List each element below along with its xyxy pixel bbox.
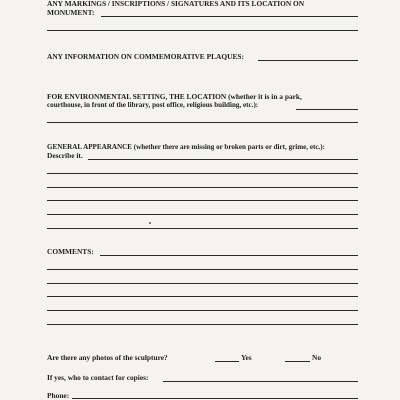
photos-no-label: No (312, 353, 322, 362)
appearance-question-line2: Describe it. (47, 151, 83, 160)
setting-question-line2: courthouse, in front of the library, post office, religious building, etc.): (47, 101, 259, 109)
scan-speck (149, 222, 151, 224)
setting-answer-line[interactable] (47, 122, 358, 123)
comments-answer-line[interactable] (47, 296, 358, 297)
appearance-answer-line[interactable] (88, 159, 358, 160)
setting-question-line1: FOR ENVIRONMENTAL SETTING, THE LOCATION (whether it is in a park, (47, 92, 302, 101)
markings-answer-line[interactable] (101, 16, 358, 17)
comments-answer-line[interactable] (100, 255, 358, 256)
markings-question-line2: MONUMENT: (47, 8, 95, 17)
appearance-answer-line[interactable] (47, 200, 358, 201)
phone-label: Phone: (47, 391, 70, 400)
appearance-answer-line[interactable] (47, 214, 358, 215)
phone-answer-line[interactable] (72, 398, 358, 399)
comments-label: COMMENTS: (47, 247, 94, 256)
comments-answer-line[interactable] (47, 269, 358, 270)
photos-question: Are there any photos of the sculpture? (47, 353, 168, 362)
contact-answer-line[interactable] (163, 381, 358, 382)
appearance-answer-line[interactable] (47, 228, 358, 229)
appearance-answer-line[interactable] (47, 187, 358, 188)
contact-label: If yes, who to contact for copies: (47, 373, 149, 382)
plaques-question: ANY INFORMATION ON COMMEMORATIVE PLAQUES: (47, 52, 244, 61)
setting-answer-line[interactable] (296, 109, 358, 110)
photos-no-blank[interactable] (285, 361, 310, 362)
comments-answer-line[interactable] (47, 324, 358, 325)
plaques-answer-line[interactable] (258, 60, 358, 61)
comments-answer-line[interactable] (47, 283, 358, 284)
markings-question-line1: ANY MARKINGS / INSCRIPTIONS / SIGNATURES AND ITS LOCATION ON (47, 0, 305, 8)
appearance-question-line1: GENERAL APPEARANCE (whether there are missing or broken parts or dirt, grime, etc.): (47, 143, 326, 151)
appearance-answer-line[interactable] (47, 173, 358, 174)
comments-answer-line[interactable] (47, 310, 358, 311)
photos-yes-label: Yes (241, 353, 252, 362)
photos-yes-blank[interactable] (215, 361, 239, 362)
markings-answer-line[interactable] (47, 30, 358, 31)
